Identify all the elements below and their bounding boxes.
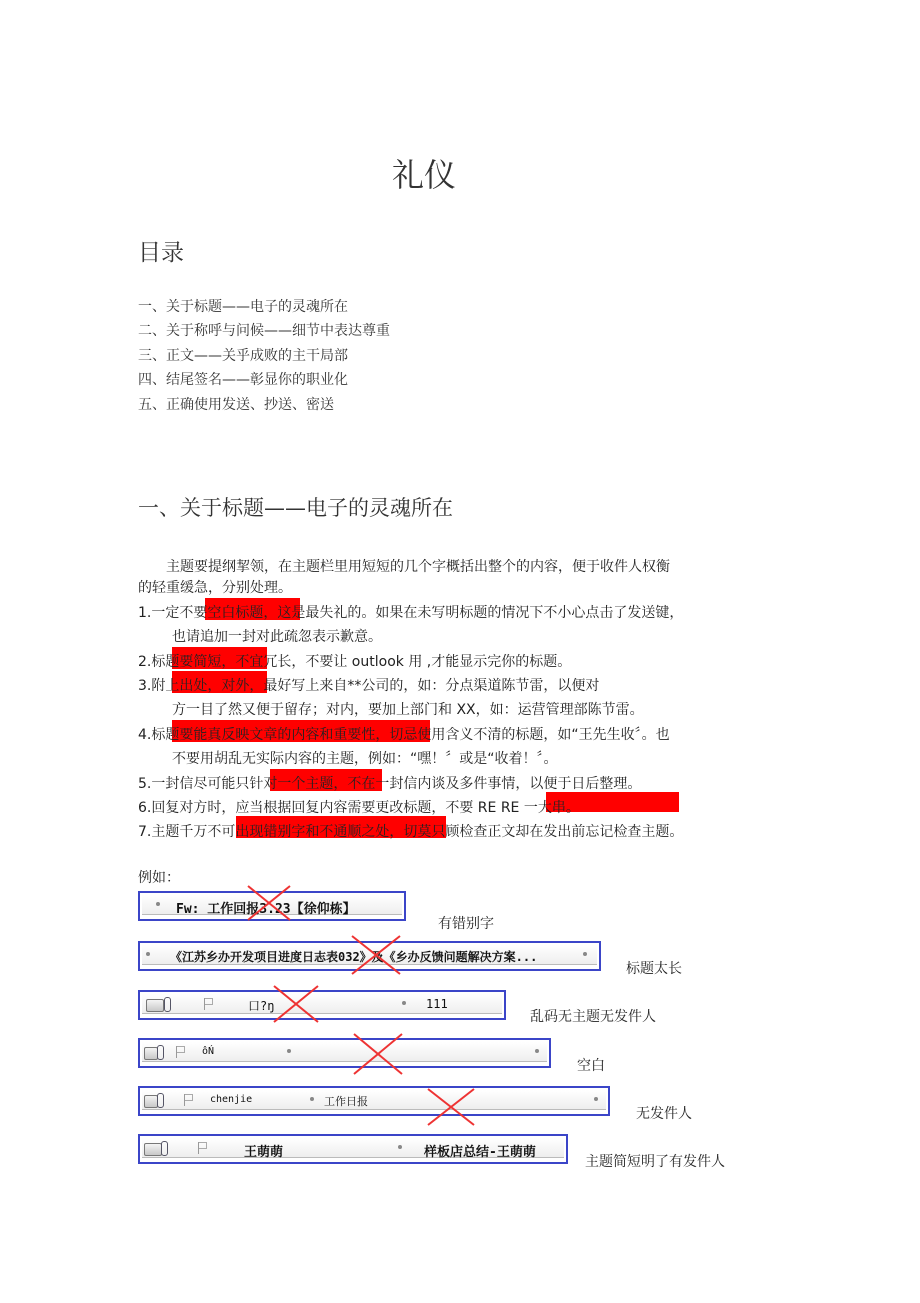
example-annotation: 乱码无主题无发件人 — [530, 1009, 656, 1025]
rule-line: 3.附上出处，对外，最好写上来自**公司的，如：分点渠道陈节雷，以便对 — [138, 678, 600, 694]
attachment-icon — [161, 1141, 168, 1156]
toc-item: 五、正确使用发送、抄送、密送 — [138, 397, 334, 413]
email-subject: 《江苏乡办开发项目进度日志表032》及《乡办反馈问题解决方案... — [170, 950, 538, 964]
intro-line: 主题要提纲挈领，在主题栏里用短短的几个字概括出整个的内容，便于收件人权衡 — [166, 559, 670, 575]
rule-line: 方一目了然又便于留存；对内，要加上部门和 XX，如：运营管理部陈节雷。 — [172, 702, 644, 718]
email-subject-row — [138, 1134, 568, 1164]
email-subject-row — [138, 990, 506, 1020]
email-sender: 口?ŋ — [248, 999, 275, 1013]
email-subject-row — [138, 1086, 610, 1116]
toc-heading: 目录 — [138, 240, 184, 266]
email-subject: 工作日报 — [324, 1095, 368, 1108]
rule-line: 6.回复对方时，应当根据回复内容需要更改标题，不要 RE RE 一大串。 — [138, 800, 580, 816]
document-title: 礼仪 — [391, 156, 456, 194]
rule-line: 也请追加一封对此疏忽表示歉意。 — [172, 629, 382, 645]
email-sender: 王萌萌 — [244, 1145, 284, 1160]
intro-line: 的轻重缓急，分别处理。 — [138, 580, 292, 596]
toc-item: 一、关于标题——电子的灵魂所在 — [138, 299, 348, 315]
toc-item: 二、关于称呼与问候——细节中表达尊重 — [138, 323, 390, 339]
rule-line: 1.一定不要空白标题，这是最失礼的。如果在未写明标题的情况下不小心点击了发送键， — [138, 605, 684, 621]
rule-line: 4.标题要能真反映文章的内容和重要性，切忌使用含义不清的标题，如“王先生收〞。也 — [138, 727, 670, 743]
email-subject: 111 — [426, 997, 448, 1011]
section-heading: 一、关于标题——电子的灵魂所在 — [138, 496, 453, 520]
rule-line: 2.标题要简短，不宜冗长，不要让 outlook 用 ,才能显示完你的标题。 — [138, 654, 572, 670]
attachment-icon — [164, 997, 171, 1012]
rule-line: 5.一封信尽可能只针对一个主题，不在一封信内谈及多件事情，以便于日后整理。 — [138, 776, 642, 792]
flag-icon — [204, 998, 214, 1010]
envelope-icon — [144, 1047, 158, 1060]
email-subject: 样板店总结-王萌萌 — [424, 1145, 536, 1160]
flag-icon — [184, 1094, 194, 1106]
example-annotation: 标题太长 — [626, 961, 682, 977]
cross-mark-icon — [352, 1032, 404, 1076]
cross-mark-icon — [246, 884, 292, 922]
envelope-icon — [146, 999, 164, 1012]
cross-mark-icon — [426, 1087, 476, 1127]
envelope-icon — [144, 1143, 162, 1156]
cross-mark-icon — [350, 934, 402, 976]
cross-mark-icon — [272, 984, 320, 1024]
example-annotation: 无发件人 — [636, 1106, 692, 1122]
toc-item: 三、正文——关乎成败的主干局部 — [138, 348, 348, 364]
email-sender: chenjie — [210, 1094, 253, 1105]
example-annotation: 有错别字 — [438, 916, 494, 932]
rule-line: 7.主题千万不可出现错别字和不通顺之处，切莫只顾检查正文却在发出前忘记检查主题。 — [138, 824, 684, 840]
envelope-icon — [144, 1095, 158, 1108]
example-annotation: 主题简短明了有发件人 — [585, 1154, 725, 1170]
flag-icon — [176, 1046, 186, 1058]
email-subject-row — [138, 1038, 551, 1068]
toc-item: 四、结尾签名——彰显你的职业化 — [138, 372, 348, 388]
example-annotation: 空白 — [577, 1058, 605, 1074]
email-sender: ôŃ — [202, 1046, 215, 1057]
rule-line: 不要用胡乱无实际内容的主题，例如：“嘿！〞或是“收着！〞。 — [172, 751, 558, 767]
attachment-icon — [157, 1093, 164, 1108]
attachment-icon — [157, 1045, 164, 1060]
examples-label: 例如： — [138, 870, 180, 886]
flag-icon — [198, 1142, 208, 1154]
email-subject: Fw: 工作回报3.23【徐仰栋】 — [176, 902, 356, 917]
